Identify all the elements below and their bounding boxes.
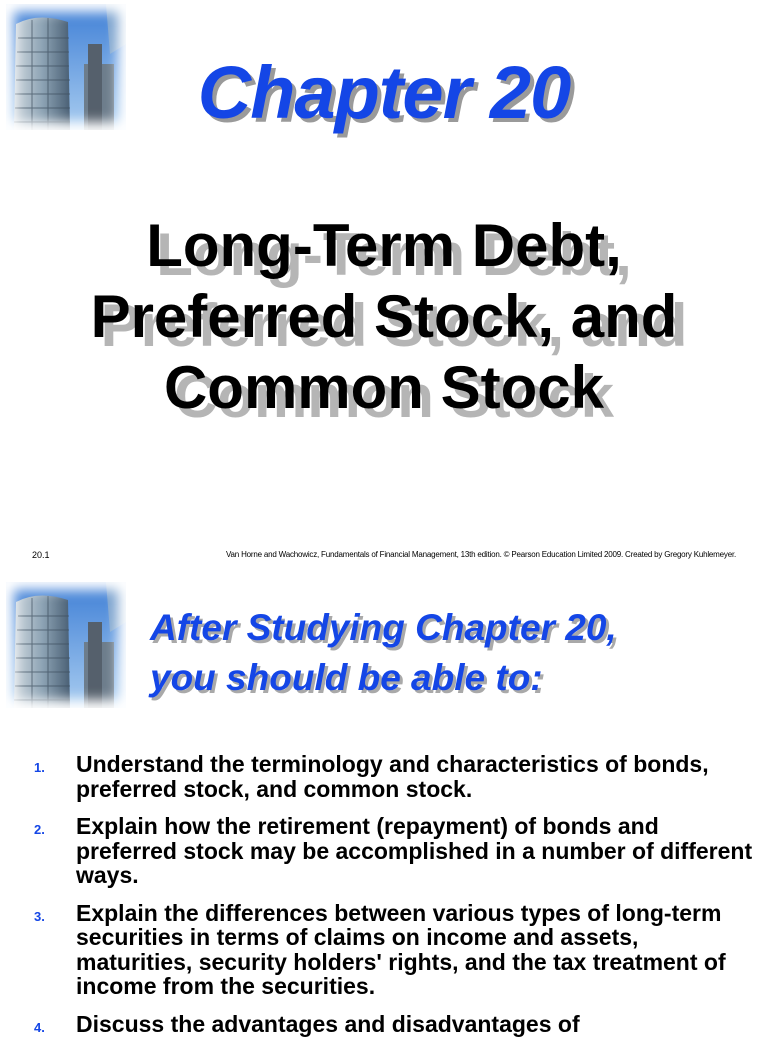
item-text: Discuss the advantages and disadvantages of: [76, 1010, 580, 1037]
subtitle-line: Common Stock: [163, 354, 605, 421]
item-text: Explain how the retirement (repayment) of bonds and preferred stock may be accomplished in a number of different ways.: [76, 813, 753, 888]
list-item: [34, 901, 754, 999]
heading-line: you should be able to:: [150, 657, 543, 698]
copyright-credit: Van Horne and Wachowicz, Fundamentals of Financial Management, 13th edition. © Pearson Education Limited 2009. Created by Gregory Kuhlemeyer.: [226, 550, 736, 559]
objectives-slide: [0, 577, 768, 1037]
slide-number: 20.1: [32, 550, 50, 560]
chapter-title: Chapter 20: [197, 51, 571, 134]
heading-line: After Studying Chapter 20,: [150, 607, 617, 648]
list-item: [34, 814, 754, 888]
subtitle-line: Preferred Stock, and: [90, 283, 678, 350]
item-text: Explain the differences between various types of long-term securities in terms of claims on income and assets, maturities, security holders' rights, and the tax treatment of income from the securities.: [76, 899, 726, 999]
item-number: 4.: [34, 1019, 45, 1035]
item-number: 2.: [34, 822, 45, 837]
item-text: Understand the terminology and characteristics of bonds, preferred stock, and common stock.: [76, 751, 709, 802]
chapter-subtitle: [0, 210, 768, 423]
list-item: [34, 752, 754, 801]
item-number: 3.: [34, 908, 45, 924]
list-item: [34, 1012, 754, 1037]
skyscraper-photo: [6, 582, 126, 708]
objectives-heading: [150, 603, 750, 703]
item-number: 1.: [34, 760, 45, 775]
subtitle-line: Long-Term Debt,: [146, 212, 622, 279]
objectives-list: [34, 752, 754, 1049]
